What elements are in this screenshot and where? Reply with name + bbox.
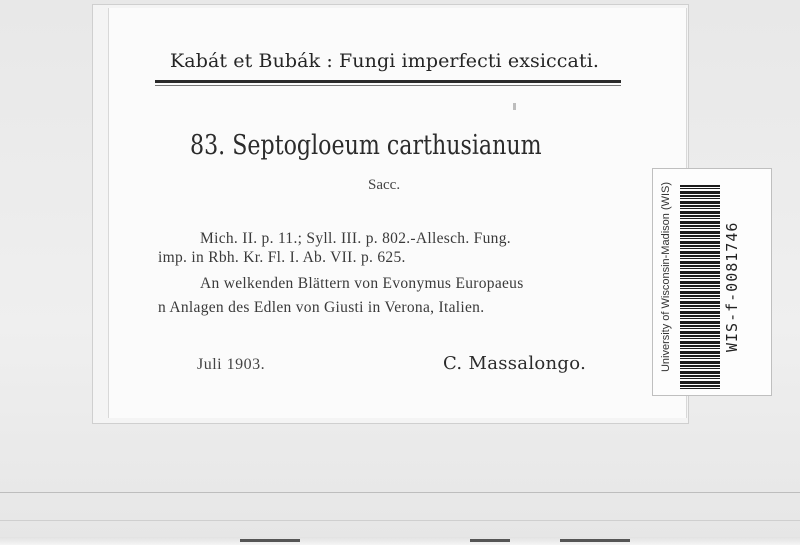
- sheet-crease-lower: [0, 520, 800, 521]
- sheet-bottom-edge: [0, 537, 800, 545]
- title-rule-thin: [155, 85, 621, 86]
- barcode-institution: University of Wisconsin-Madison (WIS): [660, 181, 672, 373]
- species-name: 83. Septogloeum carthusianum: [190, 130, 542, 161]
- barcode-bars: [680, 185, 720, 390]
- title-rule-thick: [155, 80, 621, 83]
- species-author: Sacc.: [368, 177, 401, 193]
- barcode-id: WIS-f-0081746: [723, 221, 741, 352]
- edge-mark: [240, 539, 300, 542]
- collector-name: C. Massalongo.: [443, 353, 587, 374]
- collection-date: Juli 1903.: [197, 356, 266, 373]
- sheet-crease: [0, 492, 800, 493]
- habitat-line-1: An welkenden Blättern von Evonymus Europaeus: [200, 275, 524, 292]
- edge-mark: [470, 539, 510, 542]
- reference-line-2: imp. in Rbh. Kr. Fl. I. Ab. VII. p. 625.: [158, 249, 406, 266]
- reference-line-1: Mich. II. p. 11.; Syll. III. p. 802.-Allesch. Fung.: [200, 230, 511, 247]
- series-title: Kabát et Bubák : Fungi imperfecti exsiccati.: [170, 50, 600, 72]
- edge-mark: [560, 539, 630, 542]
- habitat-line-2: n Anlagen des Edlen von Giusti in Verona, Italien.: [158, 299, 485, 316]
- ink-mark: [513, 103, 516, 110]
